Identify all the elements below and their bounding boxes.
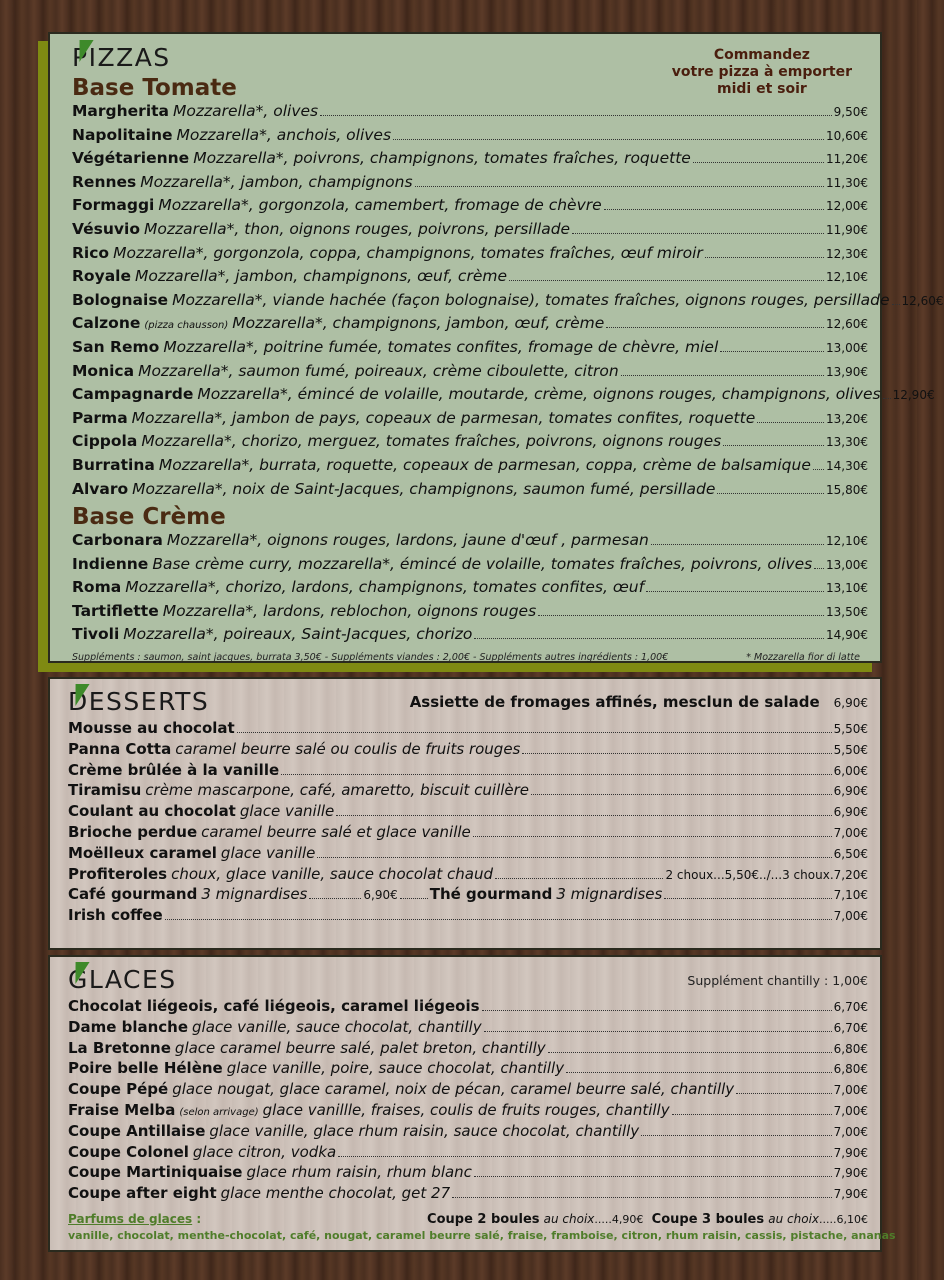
pizza-row — [72, 173, 868, 197]
pizza-row — [72, 338, 868, 362]
item-price: 13,30€ — [826, 435, 868, 450]
item-description: Mozzarella*, saumon fumé, poireaux, crème ciboulette, citron — [138, 361, 619, 380]
dot-leader — [641, 1135, 831, 1136]
pizza-row — [72, 625, 868, 649]
desserts-header — [68, 685, 868, 719]
item-description: Mozzarella*, poireaux, Saint-Jacques, chorizo — [123, 625, 473, 644]
item-name: Mousse au chocolat — [68, 719, 235, 737]
dot-leader — [717, 493, 824, 494]
cheese-plate-price: 6,90€ — [833, 696, 868, 710]
item-price: 13,10€ — [826, 581, 868, 596]
item-description: Mozzarella*, jambon, champignons, œuf, crème — [134, 267, 507, 286]
dessert-row — [68, 781, 868, 802]
chantilly-supplement: Supplément chantilly : 1,00€ — [687, 972, 868, 988]
item-price: 5,50€ — [833, 742, 868, 757]
item-name: Tartiflette — [72, 601, 159, 620]
item-name: Poire belle Hélène — [68, 1059, 223, 1078]
item-description: glace vanille, sauce chocolat, chantilly — [192, 1017, 482, 1036]
dot-leader — [723, 445, 824, 446]
dot-leader — [338, 1156, 831, 1157]
item-name: Carbonara — [72, 531, 163, 550]
dessert-list — [68, 719, 868, 865]
item-name: Calzone — [72, 314, 141, 333]
item-price: 13,00€ — [826, 340, 868, 355]
item-name: Parma — [72, 408, 128, 427]
pizza-row — [72, 126, 868, 150]
pizzas-panel — [48, 32, 944, 664]
item-description: Base crème curry, mozzarella*, émincé de volaille, tomates fraîches, poivrons, olives — [152, 554, 813, 573]
item-price: 6,80€ — [833, 1062, 868, 1077]
dot-leader — [538, 615, 824, 616]
item-name: Monica — [72, 361, 135, 380]
item-name: San Remo — [72, 337, 160, 356]
dot-leader — [320, 115, 832, 116]
item-name: Cippola — [72, 432, 138, 451]
item-price: 14,90€ — [826, 628, 868, 643]
dot-leader — [484, 1031, 832, 1032]
dot-leader — [509, 280, 824, 281]
item-price: 7,00€ — [833, 1103, 868, 1118]
dot-leader — [621, 375, 824, 376]
dot-leader — [415, 186, 824, 187]
item-note: (pizza chausson) — [144, 320, 229, 332]
item-description: Mozzarella*, thon, oignons rouges, poivrons, persillade — [144, 219, 571, 238]
pizza-row — [72, 196, 868, 220]
dot-leader — [237, 732, 832, 733]
pizza-row — [72, 531, 868, 555]
glaces-title: GLACES — [68, 964, 177, 996]
item-name: Margherita — [72, 102, 169, 120]
item-description: Mozzarella*, burrata, roquette, copeaux de parmesan, coppa, crème de balsamique — [158, 455, 811, 474]
item-price: 13,20€ — [826, 411, 868, 426]
dot-leader — [548, 1052, 832, 1053]
glace-row — [68, 1059, 868, 1080]
cheese-plate: Assiette de fromages affinés, mesclun de salade 6,90€ — [409, 693, 868, 711]
dot-leader — [883, 398, 891, 399]
item-name: Campagnarde — [72, 385, 194, 404]
dot-leader — [474, 1176, 832, 1177]
dot-leader — [672, 1114, 832, 1115]
item-price: 12,60€ — [901, 293, 944, 308]
parfums-list: vanille, chocolat, menthe-chocolat, café, nougat, caramel beurre salé, fraise, framboise, citron, rhum raisin, cassis, pistache, ananas — [68, 1228, 896, 1242]
pizza-row — [72, 244, 868, 268]
item-name: Alvaro — [72, 479, 129, 498]
dot-leader — [482, 1010, 832, 1011]
dot-leader — [651, 544, 824, 545]
item-description: Mozzarella*, jambon de pays, copeaux de parmesan, tomates confites, roquette — [131, 408, 756, 427]
base-creme-list — [72, 531, 868, 649]
dot-leader — [474, 638, 824, 639]
item-name: Panna Cotta — [68, 739, 172, 758]
glaces-panel — [48, 955, 896, 1252]
base-creme-title: Base Crème — [72, 504, 226, 531]
glace-row — [68, 1039, 868, 1060]
item-name: Formaggi — [72, 196, 155, 215]
dot-leader — [281, 774, 832, 775]
item-price: 7,00€ — [833, 825, 868, 840]
glace-row — [68, 1184, 868, 1205]
item-price: 6,80€ — [833, 1041, 868, 1056]
glace-row — [68, 1080, 868, 1101]
item-description: glace citron, vodka — [192, 1142, 337, 1161]
item-description: glace vanille, glace rhum raisin, sauce chocolat, chantilly — [209, 1121, 640, 1140]
pizzas-title: PIZZAS — [72, 42, 868, 74]
item-price: 6,70€ — [833, 1020, 868, 1035]
dot-leader — [336, 815, 831, 816]
dot-leader — [473, 836, 832, 837]
item-name: Rennes — [72, 172, 137, 191]
desserts-title: DESSERTS — [68, 686, 209, 718]
item-description: Mozzarella*, noix de Saint-Jacques, champignons, saumon fumé, persillade — [132, 479, 716, 498]
item-description: Mozzarella*, anchois, olives — [176, 125, 392, 144]
item-price: 12,10€ — [826, 534, 868, 549]
supplements-line — [72, 652, 868, 663]
pizza-row — [72, 432, 868, 456]
base-tomate-title: Base Tomate — [72, 75, 237, 101]
dot-leader — [566, 1072, 832, 1073]
boules-row: Parfums de glaces : Coupe 2 boules au choix.....4,90€ Coupe 3 boules au choix.....6,10€ — [68, 1211, 868, 1227]
dot-leader — [814, 568, 824, 569]
item-name: Royale — [72, 267, 131, 286]
glace-list — [68, 997, 868, 1205]
item-name: Coupe Colonel — [68, 1142, 189, 1161]
pizza-row — [72, 102, 868, 126]
item-description: Mozzarella*, gorgonzola, camembert, fromage de chèvre — [158, 196, 602, 215]
dot-leader — [604, 209, 824, 210]
dot-leader — [393, 139, 824, 140]
item-price: 9,50€ — [833, 105, 868, 119]
item-price: 6,70€ — [833, 1000, 868, 1014]
item-description: glace vanillle, fraises, coulis de fruits rouges, chantilly — [262, 1100, 670, 1119]
item-description: glace nougat, glace caramel, noix de pécan, caramel beurre salé, chantilly — [172, 1080, 735, 1099]
parfums-label: Parfums de glaces — [68, 1211, 193, 1226]
the-gourmand-price: 7,10€ — [833, 888, 868, 903]
item-price: 12,00€ — [826, 199, 868, 214]
dot-leader — [736, 1093, 831, 1094]
pizza-row — [72, 267, 868, 291]
dessert-row — [68, 719, 868, 740]
item-price: 15,80€ — [826, 482, 868, 497]
item-price: 7,90€ — [833, 1145, 868, 1160]
dot-leader — [720, 351, 824, 352]
profiteroles-row: Profiteroles choux, glace vanille, sauce chocolat chaud 2 choux...5,50€../...3 choux . 7,20€ — [68, 864, 868, 883]
item-price: 11,90€ — [826, 222, 868, 237]
supplements-text: Suppléments : saumon, saint jacques, burrata 3,50€ - Suppléments viandes : 2,00€ - Suppléments autres ingrédients : 1,00€ — [72, 652, 669, 664]
dot-leader — [705, 257, 824, 258]
pizza-row — [72, 385, 935, 409]
item-description: glace vanille, poire, sauce chocolat, chantilly — [226, 1059, 565, 1078]
item-price: 13,00€ — [826, 557, 868, 572]
glace-row — [68, 1101, 868, 1122]
item-name: Moëlleux caramel — [68, 843, 217, 862]
item-price: 12,10€ — [826, 270, 868, 285]
item-description: Mozzarella*, chorizo, lardons, champignons, tomates confites, œuf — [125, 578, 645, 597]
item-description: Mozzarella*, émincé de volaille, moutarde, crème, oignons rouges, champignons, olives — [197, 385, 881, 404]
item-name: Crème brûlée à la vanille — [68, 760, 280, 779]
glace-row — [68, 1018, 868, 1039]
item-name: Tivoli — [72, 625, 120, 644]
item-name: Burratina — [72, 455, 155, 474]
mozzarella-note: * Mozzarella fior di latte — [746, 652, 860, 664]
item-description: Mozzarella*, gorgonzola, coppa, champignons, tomates fraîches, œuf miroir — [113, 243, 703, 262]
item-price: 5,50€ — [833, 722, 868, 736]
item-name: Coupe Martiniquaise — [68, 1163, 243, 1182]
dot-leader — [572, 233, 824, 234]
profiteroles-options: 2 choux...5,50€../...3 choux — [665, 867, 830, 882]
pizza-row — [72, 602, 868, 626]
item-name: Roma — [72, 578, 122, 597]
item-name: Napolitaine — [72, 125, 173, 144]
dot-leader — [317, 857, 831, 858]
item-name: Rico — [72, 243, 110, 262]
item-name: Bolognaise — [72, 290, 169, 309]
glace-row — [68, 1163, 868, 1184]
item-description: crème mascarpone, café, amaretto, biscuit cuillère — [145, 781, 530, 800]
item-description: glace rhum raisin, rhum blanc — [246, 1163, 472, 1182]
item-description: Mozzarella*, oignons rouges, lardons, jaune d'œuf , parmesan — [166, 531, 649, 550]
item-name: Vésuvio — [72, 219, 140, 238]
item-name: Indienne — [72, 554, 149, 573]
base-tomate-list — [72, 102, 944, 503]
item-price: 12,30€ — [826, 246, 868, 261]
item-price: 13,90€ — [826, 364, 868, 379]
item-description: Mozzarella*, poitrine fumée, tomates confites, fromage de chèvre, miel — [163, 337, 719, 356]
dot-leader — [757, 422, 824, 423]
item-note: (selon arrivage) — [179, 1106, 259, 1118]
boules-prices: Coupe 2 boules au choix.....4,90€ Coupe 3 boules au choix.....6,10€ — [427, 1211, 868, 1227]
item-description: Mozzarella*, jambon, champignons — [140, 172, 413, 191]
pizza-row — [72, 456, 868, 480]
dot-leader — [531, 794, 832, 795]
item-name: Coupe Antillaise — [68, 1121, 206, 1140]
dot-leader — [813, 469, 824, 470]
dessert-row — [68, 844, 868, 865]
glace-row — [68, 997, 868, 1018]
pizza-row — [72, 220, 868, 244]
item-price: 6,00€ — [833, 763, 868, 778]
dot-leader — [522, 753, 831, 754]
item-description: glace vanille — [220, 843, 316, 862]
dot-leader — [452, 1197, 832, 1198]
item-name: Chocolat liégeois, café liégeois, caramel liégeois — [68, 997, 480, 1015]
item-name: Brioche perdue — [68, 822, 198, 841]
item-price: 10,60€ — [826, 128, 868, 143]
dot-leader — [606, 327, 824, 328]
irish-coffee-row: Irish coffee 7,00€ — [68, 906, 868, 925]
dessert-row — [68, 823, 868, 844]
item-description: Mozzarella*, champignons, jambon, œuf, crème — [232, 314, 605, 333]
item-price: 12,60€ — [826, 317, 868, 332]
item-name: Tiramisu — [68, 781, 142, 800]
pizza-row — [72, 362, 868, 386]
item-price: 6,90€ — [833, 805, 868, 820]
item-description: Mozzarella*, chorizo, merguez, tomates fraîches, poivrons, oignons rouges — [141, 432, 722, 451]
dessert-row — [68, 740, 868, 761]
pizza-row — [72, 314, 868, 338]
item-price: 6,90€ — [833, 784, 868, 799]
pizza-row — [72, 149, 868, 173]
item-price: 7,90€ — [833, 1187, 868, 1202]
item-description: caramel beurre salé et glace vanille — [201, 822, 471, 841]
item-description: Mozzarella*, lardons, reblochon, oignons rouges — [162, 601, 537, 620]
desserts-panel — [48, 677, 882, 950]
item-name: Coupe Pépé — [68, 1080, 169, 1099]
pizza-row — [72, 578, 868, 602]
takeaway-promo: Commandez votre pizza à emporter midi et soir — [671, 47, 852, 97]
item-price: 7,00€ — [833, 1083, 868, 1098]
dot-leader — [892, 304, 900, 305]
profiteroles-price: 7,20€ — [833, 867, 868, 882]
dot-leader — [693, 162, 824, 163]
glaces-header — [68, 963, 868, 997]
item-price: 11,30€ — [826, 175, 868, 190]
item-price: 12,90€ — [892, 388, 935, 403]
pizza-row — [72, 409, 868, 433]
item-description: glace caramel beurre salé, palet breton, chantilly — [174, 1038, 546, 1057]
item-description: Mozzarella*, olives — [173, 102, 319, 120]
item-price: 13,50€ — [826, 604, 868, 619]
cafe-gourmand-price: 6,90€ — [363, 888, 398, 903]
glace-row — [68, 1143, 868, 1164]
pizza-row — [72, 555, 868, 579]
item-description: Mozzarella*, viande hachée (façon bolognaise), tomates fraîches, oignons rouges, persillade — [172, 290, 890, 309]
pizza-row — [72, 290, 944, 315]
item-price: 11,20€ — [826, 152, 868, 167]
item-description: Mozzarella*, poivrons, champignons, tomates fraîches, roquette — [193, 149, 691, 168]
item-name: Fraise Melba — [68, 1100, 176, 1119]
item-name: Coupe after eight — [68, 1184, 217, 1203]
dessert-row — [68, 802, 868, 823]
item-price: 14,30€ — [826, 458, 868, 473]
item-description: glace vanille — [239, 802, 335, 821]
item-price: 6,50€ — [833, 846, 868, 861]
item-name: Coulant au chocolat — [68, 802, 236, 821]
item-name: Végétarienne — [72, 149, 190, 168]
gourmand-row: Café gourmand 3 mignardises 6,90€ Thé gourmand 3 mignardises 7,10€ — [68, 885, 868, 904]
item-name: La Bretonne — [68, 1038, 171, 1057]
item-price: 7,90€ — [833, 1166, 868, 1181]
item-name: Dame blanche — [68, 1017, 189, 1036]
item-description: caramel beurre salé ou coulis de fruits rouges — [175, 739, 521, 758]
dessert-row — [68, 761, 868, 782]
item-description: glace menthe chocolat, get 27 — [220, 1184, 451, 1203]
item-price: 7,00€ — [833, 1124, 868, 1139]
dot-leader — [646, 591, 824, 592]
glace-row — [68, 1122, 868, 1143]
pizza-row — [72, 480, 868, 504]
